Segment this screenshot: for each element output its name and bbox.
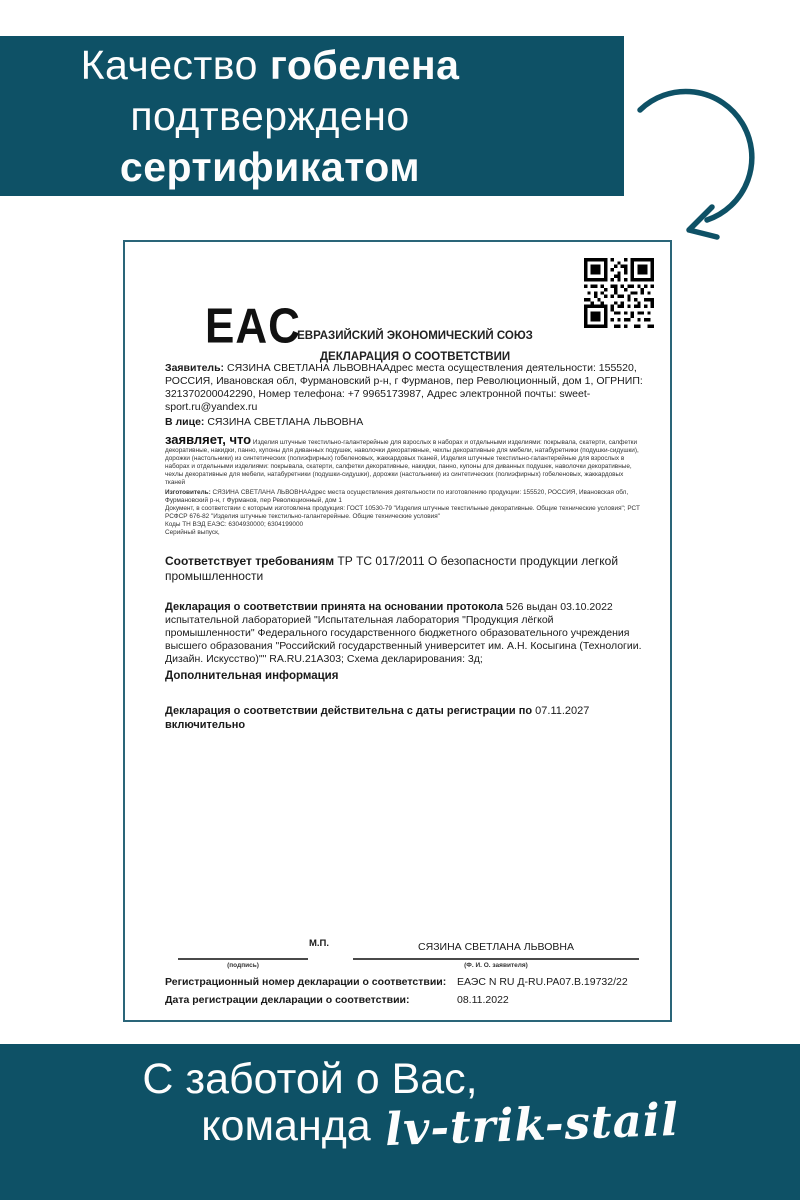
signature-line <box>178 958 308 960</box>
document-paragraph: Документ, в соответствии с которым изготовлена продукция: ГОСТ 10530-79 "Изделия штучные текстильные декоративные. Общие технические условия"; РСТ РСФСР 676-82 "Изделия штучные текстильно-галантерейные. Общие технические условия" <box>165 505 640 521</box>
validity-label: Декларация о соответствии действительна с даты регистрации по <box>165 704 533 717</box>
signature-caption: (подпись) <box>227 962 259 969</box>
declares-label: заявляет, что <box>165 432 252 447</box>
stamp-label: М.П. <box>309 938 330 949</box>
footer-banner <box>0 1044 800 1200</box>
header-line-2: подтверждено <box>130 92 410 139</box>
header-line-3: сертификатом <box>119 143 421 190</box>
reg-number-value: ЕАЭС N RU Д-RU.РА07.В.19732/22 <box>457 976 628 988</box>
applicant-text: СЯЗИНА СВЕТЛАНА ЛЬВОВНААдрес места осуществления деятельности: 155520, РОССИЯ, Ивановская обл, Фурмановский р-н, г Фурманов, пер Революционный, дом 1, ОГРНИП: 321370200042290, Номер телефона: +7 9965173987, Адрес электронной почты: sweet-sport.ru@yandex.ru <box>165 362 643 413</box>
signer-name: СЯЗИНА СВЕТЛАНА ЛЬВОВНА <box>418 941 574 953</box>
brand-signature: lv-trik-stail <box>383 1092 680 1157</box>
signature-block <box>125 936 674 1020</box>
in-person-label: В лице: <box>165 416 205 428</box>
validity-suffix: включительно <box>165 718 246 731</box>
validity-paragraph <box>165 704 645 732</box>
name-caption: (Ф. И. О. заявителя) <box>464 962 528 969</box>
codes-line: Коды ТН ВЭД ЕАЭС: 6304930000; 6304199000 <box>165 521 304 529</box>
in-person-paragraph <box>165 416 645 429</box>
reg-date-value: 08.11.2022 <box>457 994 509 1006</box>
reg-date-label: Дата регистрации декларации о соответствии: <box>165 994 410 1006</box>
complies-label: Соответствует требованиям <box>165 553 335 568</box>
in-person-text: СЯЗИНА СВЕТЛАНА ЛЬВОВНА <box>204 416 364 428</box>
manufacturer-text: СЯЗИНА СВЕТЛАНА ЛЬВОВНААдрес места осуществления деятельности по изготовлению продукции: 155520, РОССИЯ, Ивановская обл, Фурмановский р-н, г Фурманов, пер Революционный, дом 1 <box>165 489 629 505</box>
protocol-label: Декларация о соответствии принята на основании протокола <box>165 600 504 613</box>
qr-code <box>584 258 654 328</box>
footer-line-2 <box>130 1092 750 1157</box>
protocol-text: 526 выдан 03.10.2022 испытательной лабораторией "Испытательная лаборатория "Продукция лёгкой промышленности" Федерального государственного бюджетного образовательного учреждения высшего образования "Российский государственный университет им. А.Н. Косыгина (Технологии. Дизайн. Искусство)"" RA.RU.21А303; Схема декларирования: 3д; <box>165 600 642 665</box>
header-line-1 <box>81 40 460 91</box>
union-title: ЕВРАЗИЙСКИЙ ЭКОНОМИЧЕСКИЙ СОЮЗ <box>297 330 533 342</box>
applicant-paragraph <box>165 362 645 414</box>
header-banner <box>0 36 624 196</box>
applicant-label: Заявитель: <box>165 362 225 374</box>
declaration-title: ДЕКЛАРАЦИЯ О СООТВЕТСТВИИ <box>319 351 511 363</box>
eac-mark: EAC <box>205 298 301 354</box>
certificate-body <box>165 362 645 732</box>
declares-text: Изделия штучные текстильно-галантерейные для взрослых в наборах и отдельными изделиями: покрывала, скатерти, салфетки декоративные, накидки, панно, купоны для диванных подушек, наволочки декоративные, чехлы декоративные для мебели, натабуретники (подушки-сидушки), дорожки (настольники) из синтетических (полиэфирных) гобеленовых, жаккардовых тканей, Изделия штучные текстильно-галантерейные для взрослых в наборах и отдельными изделиями: покрывала, скатерти, салфетки декоративные, накидки, панно, купоны для диванных подушек, наволочки декоративные, чехлы декоративные для мебели, натабуретники (подушки-сидушки), дорожки (настольники) из синтетических (полиэфирных) гобеленовых, жаккардовых тканей <box>165 439 639 486</box>
header-line1-regular: Качество <box>80 41 270 88</box>
certificate-document <box>123 240 672 1022</box>
declares-paragraph <box>165 432 645 486</box>
serial-line: Серийный выпуск, <box>165 528 220 536</box>
manufacturer-paragraph <box>165 489 645 505</box>
footer-team-label: команда <box>201 1102 371 1150</box>
reg-number-label: Регистрационный номер декларации о соответствии: <box>165 976 447 988</box>
name-line <box>353 958 639 960</box>
complies-text: ТР ТС 017/2011 О безопасности продукции легкой промышленности <box>165 553 619 583</box>
complies-paragraph <box>165 554 645 584</box>
footer-line-1: С заботой о Вас, <box>142 1055 478 1103</box>
protocol-paragraph <box>165 601 645 666</box>
additional-info-label: Дополнительная информация <box>165 669 339 682</box>
validity-date: 07.11.2027 <box>532 704 590 717</box>
header-line1-bold: гобелена <box>269 41 460 88</box>
manufacturer-label: Изготовитель: <box>165 489 211 497</box>
